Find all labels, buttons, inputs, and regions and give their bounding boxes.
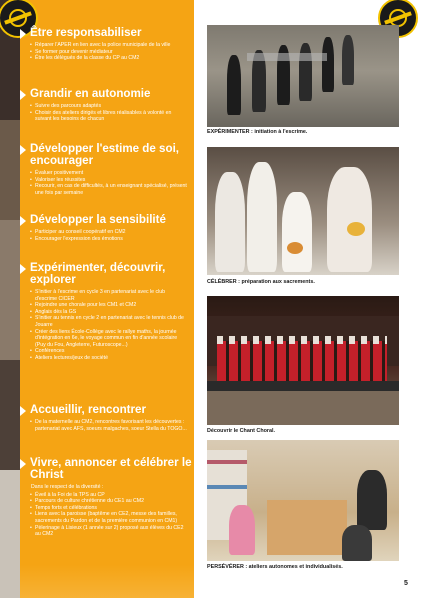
caption-fencing: EXPÉRIMENTER : initiation à l'escrime. (207, 129, 308, 135)
section-responsabiliser (20, 27, 194, 62)
arrow-icon (20, 90, 26, 100)
page-number: 5 (404, 580, 408, 587)
section-title: Grandir en autonomie (20, 88, 194, 100)
list-item: • Recourir, en cas de difficultés, à un enseignant spécialisé, présent une fois par semaine (31, 183, 188, 196)
orange-column-footer (20, 565, 194, 598)
section-vivre-christ (20, 457, 194, 538)
list-item: • Choisir des ateliers dirigés et libres réalisables à volonté en suivant les besoins de chacun (31, 110, 188, 123)
list-item: • Participer au conseil coopératif en CM2 (31, 229, 188, 236)
arrow-icon (20, 145, 26, 155)
list-item: • Valoriser les réussites (31, 177, 188, 184)
list-item: • Créer des liens École-Collège avec le rallye maths, la journée d'intégration en 6e, le voyage commun en fin d'année scolaire (Puy du Fou, Angleterre, Futuroscope...) (31, 329, 188, 349)
section-title: Expérimenter, découvrir, explorer (20, 262, 194, 286)
photo-sacrements (207, 147, 399, 275)
list-item: • Rejoindre une chorale pour les CM1 et CM2 (31, 302, 188, 309)
list-item: • Liens avec la paroisse (baptême en CE2, messe des familles, sacrements du Pardon et de la première communion en CM1) (31, 511, 188, 524)
list-item: • Suivre des parcours adaptés (31, 103, 188, 110)
list-item: • S'initier au tennis en cycle 2 en partenariat avec le tennis club de Jouarre (31, 315, 188, 328)
section-experimenter (20, 262, 194, 362)
list-item: • Ateliers lectures/jeux de société (31, 355, 188, 362)
list-item: • De la maternelle au CM2, rencontres favorisant les découvertes : partenariat avec AFS, soeurs malgaches, soeur Stella du TOGO... (31, 419, 188, 432)
photo-choir (207, 296, 399, 425)
section-autonomie (20, 88, 194, 123)
section-sensibilite (20, 214, 194, 242)
caption-sacrements: CÉLÉBRER : préparation aux sacrements. (207, 279, 315, 285)
section-title: Être responsabiliser (20, 27, 194, 39)
left-photo-strip (0, 0, 20, 598)
section-intro: Dans le respect de la diversité : (31, 484, 104, 490)
list-item: • Évaluer positivement (31, 170, 188, 177)
arrow-icon (20, 216, 26, 226)
section-title: Vivre, annoncer et célébrer le Christ (20, 457, 194, 481)
list-item: • Pèlerinage à Lisieux (1 année sur 2) proposé aux élèves du CE2 au CM2 (31, 525, 188, 538)
list-item: • Anglais dès la GS (31, 309, 188, 316)
list-item: • Éveil à la Foi de la TPS au CP (31, 492, 188, 499)
section-accueillir (20, 404, 194, 432)
section-title: Développer l'estime de soi, encourager (20, 143, 194, 167)
arrow-icon (20, 29, 26, 39)
list-item: • Temps forts et célébrations (31, 505, 188, 512)
section-title: Accueillir, rencontrer (20, 404, 194, 416)
section-estime-de-soi (20, 143, 194, 196)
section-title: Développer la sensibilité (20, 214, 194, 226)
arrow-icon (20, 459, 26, 469)
arrow-icon (20, 406, 26, 416)
list-item: • Parcours de culture chrétienne du CE1 au CM2 (31, 498, 188, 505)
photo-montessori (207, 440, 399, 561)
list-item: • Conférences (31, 348, 188, 355)
list-item: • Réparer l'APER en lien avec la police municipale de la ville (31, 42, 188, 49)
caption-montessori: PERSÉVÉRER : ateliers autonomes et individualisés. (207, 564, 343, 570)
arrow-icon (20, 264, 26, 274)
list-item: • S'initier à l'escrime en cycle 3 en partenariat avec le club d'escrime CICER (31, 289, 188, 302)
caption-choir: Découvrir le Chant Choral. (207, 428, 275, 434)
list-item: • Être les délégués de la classe du CP au CM2 (31, 55, 188, 62)
list-item: • Se former pour devenir médiateur (31, 49, 188, 56)
photo-fencing (207, 25, 399, 127)
list-item: • Encourager l'expression des émotions (31, 236, 188, 243)
